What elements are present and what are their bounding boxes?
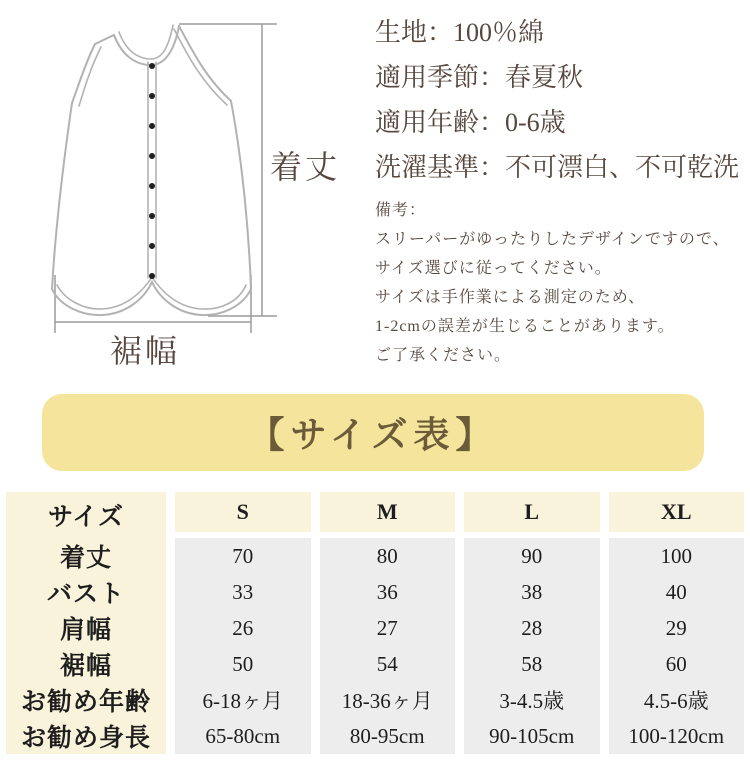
col-header-l: L — [464, 492, 600, 538]
cell-shoulder-s: 26 — [175, 610, 311, 646]
length-dimension-label: 着丈 — [270, 149, 341, 185]
cell-hem-xl: 60 — [609, 646, 745, 682]
col-header-size: サイズ — [6, 492, 166, 538]
cell-length-s: 70 — [175, 538, 311, 574]
col-header-xl: XL — [609, 492, 745, 538]
note-line: ご了承ください。 — [375, 347, 512, 364]
cell-hem-s: 50 — [175, 646, 311, 682]
size-table — [6, 492, 744, 754]
cell-height-l: 90-105cm — [464, 718, 600, 754]
cell-age-m: 18-36ヶ月 — [320, 682, 456, 718]
cell-bust-m: 36 — [320, 574, 456, 610]
cell-height-xl: 100-120cm — [609, 718, 745, 754]
cell-age-s: 6-18ヶ月 — [175, 682, 311, 718]
note-line: スリーパーがゆったりしたデザインですので、 — [375, 231, 730, 248]
col-header-m: M — [320, 492, 456, 538]
cell-shoulder-m: 27 — [320, 610, 456, 646]
size-table-banner — [42, 394, 704, 471]
spec-season: 適用季節：春夏秋 — [375, 63, 584, 92]
row-label-recommended-height: お勧め身長 — [6, 718, 166, 754]
product-specs — [375, 10, 747, 370]
cell-length-l: 90 — [464, 538, 600, 574]
note-line: 1-2cmの誤差が生じることがあります。 — [375, 318, 675, 335]
notes-block — [375, 196, 747, 370]
row-label-bust: バスト — [6, 574, 166, 610]
cell-shoulder-l: 28 — [464, 610, 600, 646]
spec-age: 適用年齢：0-6歳 — [375, 108, 566, 137]
cell-age-xl: 4.5-6歳 — [609, 682, 745, 718]
spec-washing: 洗濯基準：不可漂白、不可乾洗 — [375, 153, 740, 182]
size-table-title: 【サイズ表】 — [248, 415, 498, 455]
cell-bust-xl: 40 — [609, 574, 745, 610]
cell-length-xl: 100 — [609, 538, 745, 574]
cell-age-l: 3-4.5歳 — [464, 682, 600, 718]
hem-width-dimension-label: 裾幅 — [110, 333, 181, 369]
row-label-hem: 裾幅 — [6, 646, 166, 682]
spec-fabric: 生地：100％綿 — [375, 18, 545, 47]
note-line: サイズ選びに従ってください。 — [375, 260, 612, 277]
notes-title: 備考： — [375, 202, 427, 219]
cell-height-m: 80-95cm — [320, 718, 456, 754]
cell-length-m: 80 — [320, 538, 456, 574]
cell-shoulder-xl: 29 — [609, 610, 745, 646]
cell-hem-m: 54 — [320, 646, 456, 682]
note-line: サイズは手作業による測定のため、 — [375, 289, 646, 306]
button-dots — [149, 63, 155, 279]
cell-height-s: 65-80cm — [175, 718, 311, 754]
cell-bust-l: 38 — [464, 574, 600, 610]
garment-diagram — [0, 0, 360, 390]
cell-bust-s: 33 — [175, 574, 311, 610]
dimension-lines — [55, 24, 277, 333]
row-label-length: 着丈 — [6, 538, 166, 574]
col-header-s: S — [175, 492, 311, 538]
row-label-recommended-age: お勧め年齢 — [6, 682, 166, 718]
cell-hem-l: 58 — [464, 646, 600, 682]
row-label-shoulder: 肩幅 — [6, 610, 166, 646]
